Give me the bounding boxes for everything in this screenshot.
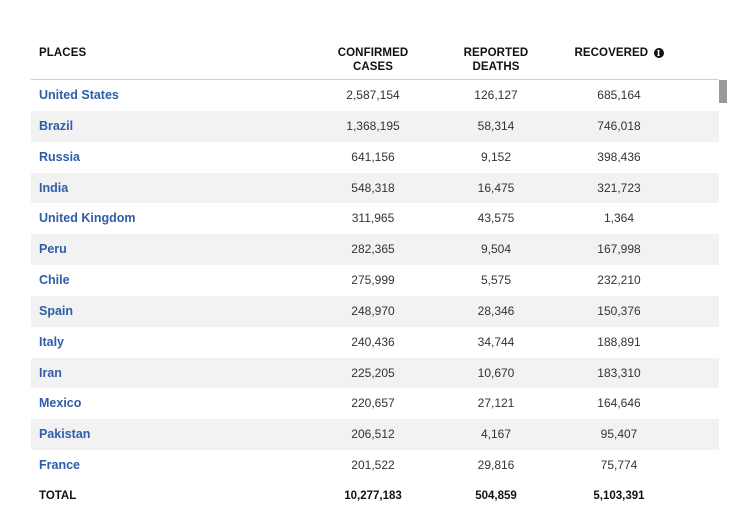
deaths-cell: 4,167: [480, 427, 512, 442]
column-header-recovered-label: RECOVERED: [574, 47, 649, 59]
recovered-cell: 164,646: [597, 396, 641, 411]
info-icon[interactable]: I: [654, 48, 664, 58]
confirmed-cell: 201,522: [351, 458, 395, 473]
deaths-cell: 9,504: [480, 242, 512, 257]
column-header-confirmed-line1: CONFIRMED: [337, 47, 409, 59]
table-header: [31, 38, 719, 80]
confirmed-cell: 206,512: [351, 427, 395, 442]
recovered-cell: 1,364: [603, 211, 635, 226]
place-link[interactable]: Spain: [39, 303, 74, 318]
deaths-cell: 5,575: [480, 273, 512, 288]
total-row: [31, 484, 719, 510]
total-confirmed: 10,277,183: [344, 490, 402, 502]
deaths-cell: 28,346: [477, 303, 515, 318]
table-row: [31, 234, 719, 265]
place-link[interactable]: France: [39, 458, 80, 473]
table-row: [31, 142, 719, 173]
confirmed-cell: 220,657: [351, 396, 395, 411]
deaths-cell: 34,744: [477, 334, 515, 349]
confirmed-cell: 282,365: [351, 242, 395, 257]
table-row: [31, 388, 719, 419]
confirmed-cell: 2,587,154: [346, 88, 400, 102]
column-header-deaths-line1: REPORTED: [463, 47, 529, 59]
place-link[interactable]: India: [39, 180, 69, 195]
recovered-cell: 746,018: [597, 118, 641, 133]
place-link[interactable]: United States: [39, 88, 119, 102]
confirmed-cell: 240,436: [351, 334, 395, 349]
table-row: [31, 358, 719, 389]
confirmed-cell: 275,999: [351, 273, 395, 288]
recovered-cell: 398,436: [597, 149, 641, 164]
recovered-cell: 188,891: [597, 334, 641, 349]
column-header-confirmed-line2: CASES: [352, 61, 394, 73]
table-scrollbar[interactable]: [719, 80, 727, 484]
total-deaths: 504,859: [475, 490, 517, 502]
confirmed-cell: 641,156: [351, 149, 395, 164]
confirmed-cell: 548,318: [351, 180, 395, 195]
deaths-cell: 29,816: [477, 458, 515, 473]
recovered-cell: 321,723: [597, 180, 641, 195]
table-body[interactable]: [31, 80, 719, 484]
place-link[interactable]: United Kingdom: [39, 211, 136, 226]
deaths-cell: 27,121: [477, 396, 515, 411]
column-header-deaths-line2: DEATHS: [472, 61, 520, 73]
recovered-cell: 183,310: [597, 365, 641, 380]
recovered-cell: 75,774: [600, 458, 638, 473]
deaths-cell: 16,475: [477, 180, 515, 195]
deaths-cell: 10,670: [477, 365, 515, 380]
place-link[interactable]: Mexico: [39, 396, 82, 411]
place-link[interactable]: Pakistan: [39, 427, 91, 442]
place-link[interactable]: Russia: [39, 149, 80, 164]
place-link[interactable]: Chile: [39, 273, 70, 288]
table-row: [31, 80, 719, 111]
deaths-cell: 43,575: [477, 211, 515, 226]
table-row: [31, 203, 719, 234]
place-link[interactable]: Iran: [39, 365, 62, 380]
column-header-confirmed[interactable]: [318, 46, 428, 74]
column-header-places[interactable]: PLACES: [39, 47, 87, 59]
confirmed-cell: 1,368,195: [346, 118, 400, 133]
covid-stats-table: [31, 38, 719, 510]
recovered-cell: 150,376: [597, 303, 641, 318]
column-header-deaths[interactable]: [441, 46, 551, 74]
place-link[interactable]: Peru: [39, 242, 67, 257]
table-row: [31, 450, 719, 481]
place-link[interactable]: Italy: [39, 334, 65, 349]
table-row: [31, 296, 719, 327]
recovered-cell: 685,164: [597, 88, 641, 102]
place-link[interactable]: Brazil: [39, 118, 74, 133]
table-row: [31, 173, 719, 204]
table-row: [31, 265, 719, 296]
confirmed-cell: 248,970: [351, 303, 395, 318]
deaths-cell: 9,152: [480, 149, 512, 164]
recovered-cell: 167,998: [597, 242, 641, 257]
table-row: [31, 111, 719, 142]
total-recovered: 5,103,391: [593, 490, 645, 502]
scrollbar-thumb[interactable]: [719, 80, 727, 103]
table-row: [31, 419, 719, 450]
recovered-cell: 232,210: [597, 273, 641, 288]
confirmed-cell: 311,965: [351, 211, 395, 226]
table-row: [31, 327, 719, 358]
recovered-cell: 95,407: [600, 427, 638, 442]
deaths-cell: 58,314: [477, 118, 515, 133]
confirmed-cell: 225,205: [351, 365, 395, 380]
deaths-cell: 126,127: [474, 88, 518, 102]
column-header-recovered[interactable]: [564, 46, 674, 60]
total-label: TOTAL: [39, 490, 77, 502]
